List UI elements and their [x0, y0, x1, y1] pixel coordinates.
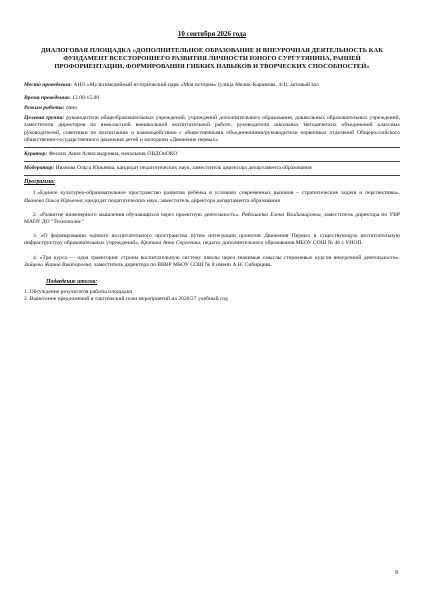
session-title: ДИАЛОГОВАЯ ПЛОЩАДКА «ДОПОЛНИТЕЛЬНОЕ ОБРАЗОВАНИЕ И ВНЕУРОЧНАЯ ДЕЯТЕЛЬНОСТЬ КАК ФУНДАМЕНТ ВСЕСТОРОННЕГО РАЗВИТИЯ ЛИЧНОСТИ ЮНОГО СУРГУТЯНИНА, РАННЕЙ ПРОФОРИЕНТАЦИИ, ФОРМИРОВАНИЯ ГИБКИХ НАВЫКОВ И ТВОРЧЕСКИХ СПОСОБНОСТЕЙ» — [40, 47, 384, 71]
mode-value: очно — [64, 105, 78, 112]
event-date: 10 сентября 2026 года — [177, 30, 247, 38]
venue-value: АНО «Мультимедийный исторический парк «Моя история» (улица Мелик-Карамова, 4/4), актовый зал — [71, 81, 319, 88]
divider — [24, 147, 400, 148]
time-line — [24, 95, 400, 102]
target-group — [24, 115, 400, 144]
moderator-line — [24, 165, 400, 172]
program-topic: 1.«Единое культурно-образовательное пространство развития ребёнка в условиях современных вызовов – стратегические задачи и перспективы». — [33, 190, 400, 197]
results-item: 2. Вынесение предложений в тактический план мероприятий на 2026/27 учебный год — [24, 296, 228, 303]
program-role: , педагог дополнительного образования МБОУ СОШ № 46 с УИОП. — [200, 240, 363, 247]
program-role: , заместитель директора по ВВВР МБОУ СОШ № 8 имени А.Н. Сибирцева. — [91, 261, 272, 268]
moderator-label: Модератор: — [24, 165, 55, 172]
venue-line — [24, 82, 400, 89]
program-topic: 4. «Три курса — одна траектория: строим воспитательную систему школы через значимые смыслы стержневых курсов внеурочной деятельности». — [33, 254, 400, 261]
moderator-value: Иванова Ольга Юрьевна, кандидат педагогических наук, заместитель директора департамента образования — [54, 165, 312, 172]
program-author: Рябошапко Елена Владимировна — [241, 211, 321, 218]
venue-label: Место проведения: — [24, 81, 72, 88]
program-author: Крапина Анна Сергеевна — [140, 240, 201, 247]
program-topic: 3. «О формировании единого воспитательного пространства путем интеграции проектов Движения Первых в существующую воспитательную инфраструктуру образовательных учреждений». — [24, 233, 400, 247]
program-topic: 2. «Развитие инженерного мышления обучающихся через проектную деятельность». — [33, 211, 242, 218]
divider — [24, 161, 400, 162]
program-item — [24, 190, 400, 204]
program-item — [24, 212, 400, 226]
program-author: Зайцева Жанна Викторовна — [24, 261, 92, 268]
target-label: Целевая группа: — [24, 115, 65, 122]
results-item: 1. Обсуждение результатов работы площадки — [24, 289, 133, 296]
program-item — [24, 233, 400, 247]
program-role: , кандидат педагогических наук, заместитель директора департамента образования — [82, 197, 280, 204]
curator-line — [24, 151, 400, 158]
program-title: Программа: — [24, 179, 56, 186]
page-number: 9 — [395, 570, 398, 576]
time-label: Время проведения: — [24, 94, 71, 101]
divider — [24, 175, 400, 176]
program-role: , заместитель директора по УВР МАОУ ДО "Технополис" — [24, 211, 400, 226]
curator-label: Куратор: — [24, 151, 48, 158]
curator-value: Феских Анна Александровна, начальник ОВДОиОКО — [47, 151, 178, 158]
program-author: Иванова Ольга Юрьевна — [24, 197, 83, 204]
time-value: 13.00-15.00 — [70, 94, 100, 101]
target-value: руководители общеобразовательных учреждений, учреждений дополнительного образования, дошкольных образовательных учреждений, заместители директоров по внеклассной внешкольной воспитательной работе, руководители школьных методических объединений классных руководителей, советники по воспитанию и взаимодействию с общественными объединениями/руководители первичных отделений Общероссийского общественно-государственного движения детей и молодежи «Движение первых» — [24, 115, 400, 143]
mode-label: Режим работы: — [24, 105, 65, 112]
program-item — [24, 255, 400, 269]
mode-line — [24, 105, 400, 112]
results-title: Подведение итогов: — [46, 279, 98, 286]
